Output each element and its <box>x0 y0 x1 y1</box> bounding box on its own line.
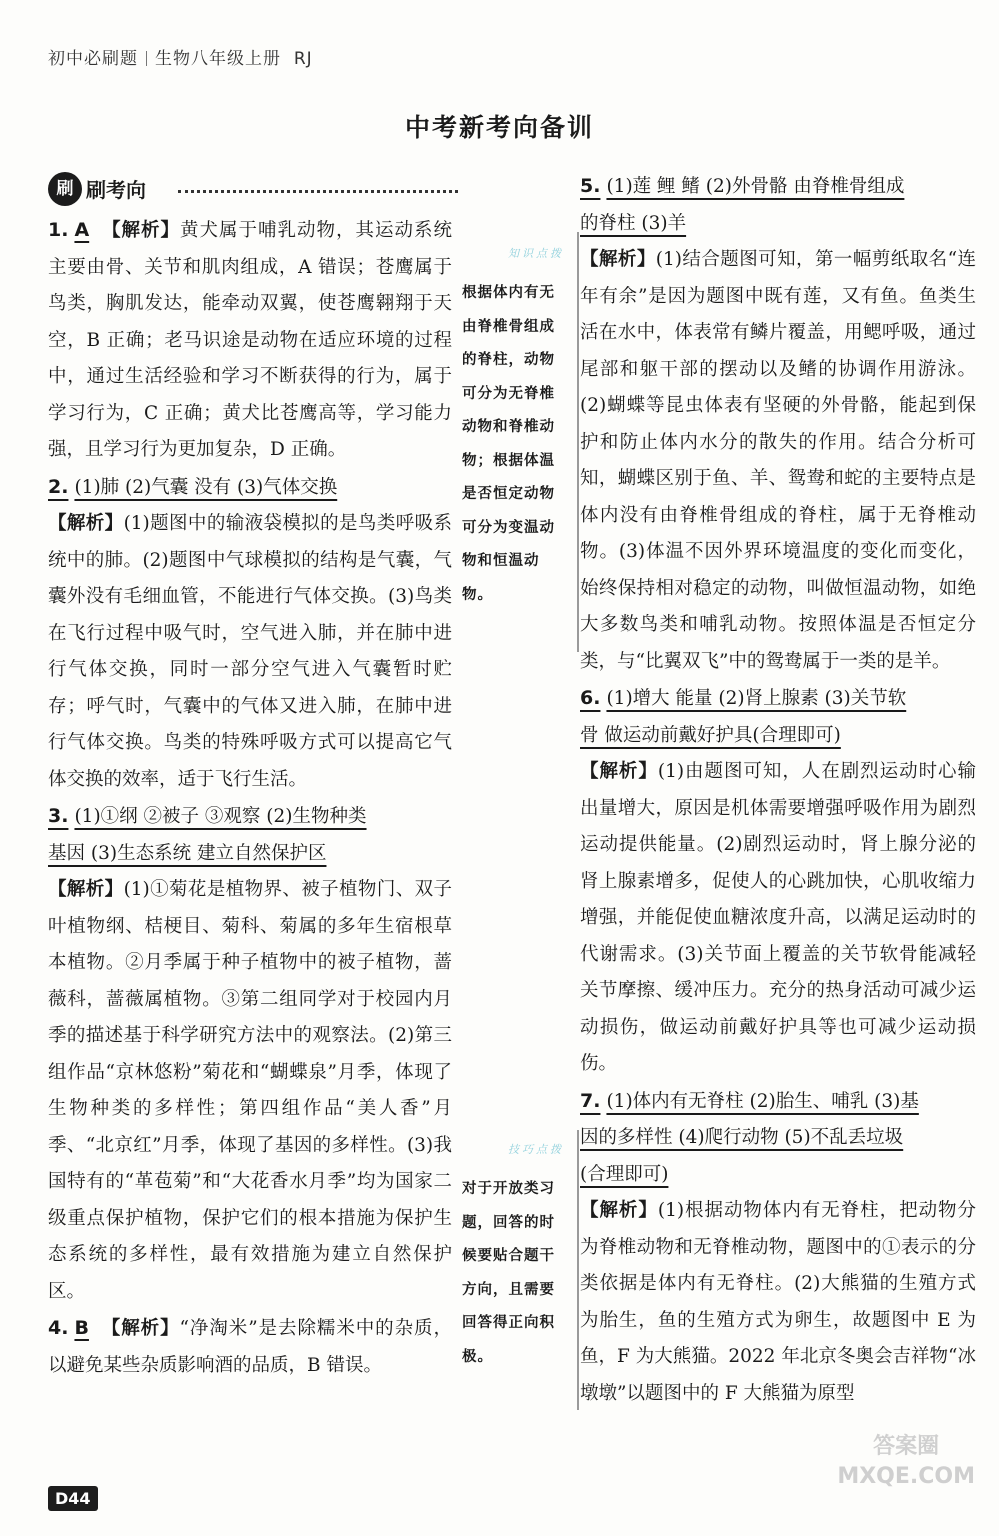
analysis-tag: 【解析】 <box>101 1318 180 1339</box>
header-divider <box>146 51 147 66</box>
tip-label: 知识点拨 <box>508 247 564 260</box>
analysis-tag: 【解析】 <box>102 220 181 241</box>
page-number: D44 <box>48 1486 98 1511</box>
tip-divider <box>577 1130 579 1410</box>
answer-line: (合理即可) <box>580 1163 669 1185</box>
tip-box-1 <box>462 246 568 611</box>
answer-item-6 <box>580 680 976 1083</box>
answer-line <box>48 469 452 507</box>
running-header <box>48 44 313 69</box>
tip-box-2 <box>462 1142 568 1373</box>
edition: RJ <box>293 49 313 69</box>
analysis-text: (1)结合题图可知，第一幅剪纸取名“连年有余”是因为题图中既有莲，又有鱼。鱼类生活在水中，体表常有鳞片覆盖，用鳃呼吸，通过尾部和躯干部的摆动以及鳍的协调作用游泳。(2)蝴蝶等昆虫体表有坚硬的外骨骼，能起到保护和防止体内水分的散失的作用。结合分析可知，蝴蝶区别于鱼、羊、鸳鸯和蛇的主要特点是体内没有由脊椎骨组成的脊柱，属于无脊椎动物。(3)体温不因外界环境温度的变化而变化，始终保持相对稳定的动物，叫做恒温动物，如绝大多数鸟类和哺乳动物。按照体温是否恒定分类，与“比翼双飞”中的鸳鸯属于一类的是羊。 <box>580 249 976 672</box>
answer-item-3 <box>48 798 452 1310</box>
answer-text: (1)①纲 ②被子 ③观察 (2)生物种类 <box>74 806 367 827</box>
section-header <box>48 172 458 206</box>
tip-divider <box>577 232 579 652</box>
item-number: 2. <box>48 475 69 498</box>
analysis-text: (1)①菊花是植物界、被子植物门、双子叶植物纲、桔梗目、菊科、菊属的多年生宿根草本植物。②月季属于种子植物中的被子植物，蔷薇科，蔷薇属植物。③第二组同学对于校园内月季的描述基于科学研究方法中的观察法。(2)第三组作品“京林悠粉”菊花和“蝴蝶泉”月季，体现了生物种类的多样性；第四组作品“美人香”月季、“北京红”月季，体现了基因的多样性。(3)我国特有的“革苞菊”和“大花香水月季”均为国家二级重点保护植物，保护它们的根本措施为保护生态系统的多样性，最有效措施为建立自然保护区。 <box>48 879 452 1302</box>
section-badge-icon: 刷 <box>48 172 82 206</box>
watermark <box>837 1432 975 1492</box>
answer-letter: A <box>74 219 90 241</box>
item-number: 1. <box>48 219 69 241</box>
analysis-tag: 【解析】 <box>48 513 124 534</box>
analysis-text: “净淘米”是去除糯米中的杂质，以避免某些杂质影响酒的品质，B 错误。 <box>48 1318 452 1376</box>
analysis-tag: 【解析】 <box>580 1200 658 1221</box>
series-name: 初中必刷题 <box>48 49 138 69</box>
watermark-line-1: 答案圈 <box>873 1434 940 1459</box>
item-number: 5. <box>580 175 601 197</box>
answer-text: (1)增大 能量 (2)肾上腺素 (3)关节软 <box>606 688 907 709</box>
item-number: 7. <box>580 1089 601 1112</box>
analysis-tag: 【解析】 <box>580 249 656 270</box>
answer-item-5 <box>580 168 976 680</box>
answer-item-2 <box>48 469 452 799</box>
answer-line: 骨 做运动前戴好护具(合理即可) <box>580 724 841 746</box>
answer-line <box>580 680 976 718</box>
answer-line: 基因 (3)生态系统 建立自然保护区 <box>48 842 327 864</box>
left-column <box>48 212 452 1384</box>
analysis-text: (1)根据动物体内有无脊柱，把动物分为脊椎动物和无脊椎动物，题图中的①表示的分类依据是体内有无脊柱。(2)大熊猫的生殖方式为胎生，鱼的生殖方式为卵生，故题图中 E 为鱼，F 为大熊猫。2022 年北京冬奥会吉祥物“冰墩墩”以题图中的 F 大熊猫为原型 <box>580 1200 976 1404</box>
watermark-line-2: MXQE.COM <box>837 1464 975 1489</box>
tip-text: 根据体内有无由脊椎骨组成的脊柱，动物可分为无脊椎动物和脊椎动物；根据体温是否恒定动物可分为变温动物和恒温动物。 <box>462 284 555 603</box>
analysis-text: 黄犬属于哺乳动物，其运动系统主要由骨、关节和肌肉组成，A 错误；苍鹰属于鸟类，胸肌发达，能牵动双翼，使苍鹰翱翔于天空，B 正确；老马识途是动物在适应环境的过程中，通过生活经验和学习不断获得的行为，属于学习行为，C 正确；黄犬比苍鹰高等，学习能力强，且学习行为更加复杂，D 正确。 <box>48 220 452 460</box>
analysis-text: (1)题图中的输液袋模拟的是鸟类呼吸系统中的肺。(2)题图中气球模拟的结构是气囊，气囊外没有毛细血管，不能进行气体交换。(3)鸟类在飞行过程中吸气时，空气进入肺，并在肺中进行气体交换，同时一部分空气进入气囊暂时贮存；呼气时，气囊中的气体又进入肺，在肺中进行气体交换。鸟类的特殊呼吸方式可以提高它气体交换的效率，适于飞行生活。 <box>48 513 452 790</box>
answer-item-4 <box>48 1310 452 1384</box>
right-column <box>580 168 976 1412</box>
item-number: 3. <box>48 805 69 827</box>
answer-letter: B <box>74 1317 89 1339</box>
answer-text: (1)肺 (2)气囊 没有 (3)气体交换 <box>74 476 338 498</box>
answer-text: (1)体内有无脊柱 (2)胎生、哺乳 (3)基 <box>606 1090 919 1112</box>
item-number: 4. <box>48 1317 69 1339</box>
answer-line: 的脊柱 (3)羊 <box>580 212 687 234</box>
answer-item-1 <box>48 212 452 469</box>
tip-label: 技巧点拨 <box>508 1143 564 1156</box>
dotted-divider <box>178 190 458 193</box>
analysis-tag: 【解析】 <box>580 761 658 782</box>
analysis-tag: 【解析】 <box>48 879 124 900</box>
answer-line: 因的多样性 (4)爬行动物 (5)不乱丢垃圾 <box>580 1127 904 1148</box>
answer-line <box>580 1083 976 1121</box>
item-number: 6. <box>580 687 601 709</box>
answer-line <box>580 168 976 206</box>
section-label: 刷考向 <box>86 178 146 202</box>
page-title: 中考新考向备训 <box>404 113 594 142</box>
answer-text: (1)莲 鲤 鳍 (2)外骨骼 由脊椎骨组成 <box>606 176 905 197</box>
answer-line <box>48 798 452 836</box>
tip-text: 对于开放类习题，回答的时候要贴合题干方向，且需要回答得正向积极。 <box>462 1180 555 1365</box>
analysis-text: (1)由题图可知，人在剧烈运动时心输出量增大，原因是机体需要增强呼吸作用为剧烈运动提供能量。(2)剧烈运动时，肾上腺分泌的肾上腺素增多，促使人的心跳加快，心肌收缩力增强，并能促使血糖浓度升高，以满足运动时的代谢需求。(3)关节面上覆盖的关节软骨能减轻关节摩擦、缓冲压力。充分的热身活动可减少运动损伤，做运动前戴好护具等也可减少运动损伤。 <box>580 761 976 1074</box>
book-name: 生物八年级上册 <box>155 49 281 69</box>
answer-item-7 <box>580 1083 976 1413</box>
